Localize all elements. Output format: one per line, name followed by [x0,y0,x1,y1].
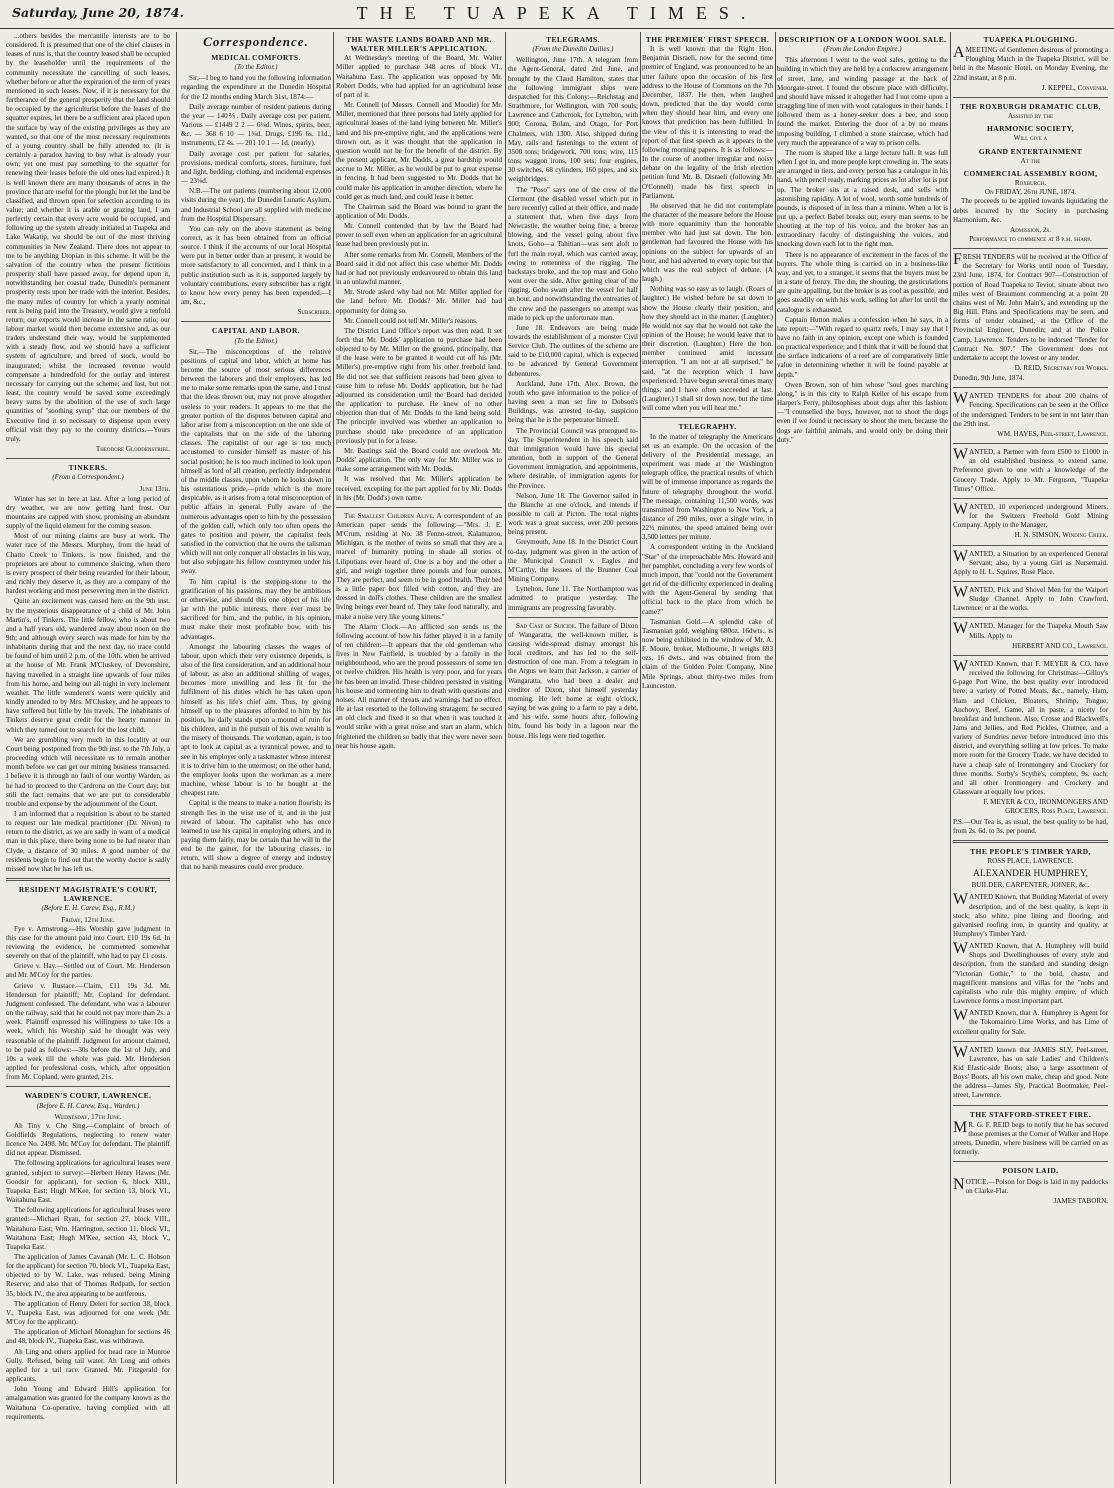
warden-court-paragraph: The following applications for agricultural leases were granted:—Michael Ryan, for section 27, block VIII., Waitahuna East; Wm. Harrington, section 11, block VI., Waitahuna East; Hugh M'Kee, section 43, block V., Tuapeka East. [6,1206,170,1251]
premier-speech-paragraph: He observed that he did not contemplate the character of the measure before the House with more equanimity than the honorable member who had just sat down. The hon. gentleman had favoured the House with his opinions on the subject for upwards of an hour, and had adverted to every topic but that which was the real subject of debate. (A laugh.) [642,201,773,284]
waste-lands-heading: THE WASTE LANDS BOARD AND MR. WALTER MILLER'S APPLICATION. [346,35,492,54]
poison-laid-text: NOTICE.—Poison for Dogs is laid in my paddocks on Clarke-Flat. [953,1175,1108,1195]
stafford-fire-text: MR. G. F. REID begs to notify that he has secured those premises at the Corner of Walker and Hope streets, Dunedin, where business will be carried on as formerly. [953,1118,1108,1157]
warden-court-paragraph: The application of Henry Deleri for section 38, block V., Tuapeka East, was adjourned for one week (Mr. M'Coy for the applicant). [6,1299,170,1327]
dramatic-club-line: At the [1020,156,1041,165]
classified-ad [953,547,1108,577]
premier-speech-paragraph: Nothing was so easy as to laugh. (Roars of laughter.) He wished before he sat down to show the House clearly their position, and how they should act in the matter. (Laughter.) He would not say that he would not take the opinion of the House; he would leave that to their discretion. (Laughter.) Here the hon. member continued amid incessant interruption. "I am not at all surprised," he said, "at the reception which I have experienced. I have begun several times many things, and I have often succeeded at last. (Laughter.) I shall sit down now, but the time will come when you will hear me." [642,285,773,413]
rm-court-date: Friday, 12th June. [61,915,115,924]
waste-lands-paragraph: The District Land Office's report was then read. It set forth that Mr. Dodds' application to purchase had been objected to by Mr. Miller on the ground, principally, that if the lease were to be granted it would cut off his (Mr. Miller's) pre-emptive right from his other freehold land. He did not see that sufficient reasons had been given to cause him to refuse Mr. Dodds' application, but he had adjourned its consideration until the Board had decided the application to purchase. He knew of no other objection than that of Mr. Dodds to the land being sold. The principle involved was whether an application to purchase should take precedence of an application previously put in for a lease. [336,326,502,445]
premier-speech-paragraph: It is well known that the Right Hon. Benjamin Disraeli, now for the second time premier of England, was pronounced to be an utter failure upon the occasion of his first address to the House of Commons on the 7th December, 1837. He then, when laughed down, predicted that the day would come when they should hear him, and every one knows that prediction has been fulfilled. In the view of this it is interesting to read the report of that first speech as it appears in the following morning papers. It is as follows:—In the course of another irregular and noisy debate on the legality of the Irish election petition fund Mr. B. Disraeli (following Mr. O'Connell) made his first speech in Parliament. [642,45,773,200]
column-rule [176,32,177,1484]
timber-yard-address: ROSS PLACE, LAWRENCE. [987,857,1074,866]
telegraphy-paragraph: Tasmanian Gold.—A splendid cake of Tasmanian gold, weighing 680oz. 16dwts., is now being exhibited in the window of Mr. A. F. Moore, broker, Melbourne. It weighs 693 ozs. 16 dwts., and was obtained from the claim of the Golden Point Company, Nine Mile Springs, about thirty-two miles from Launceston. [642,617,773,690]
wool-sale-paragraph: There is no appearance of excitement in the faces of the buyers. The whole thing is carried on in a business-like way, and yet, to a stranger, it seems that the buyers must be in a state of frenzy. The din, the shouting, the gesticulations are quite appalling, but the broker is as cool as possible, and goes steadily on with his work, selling lot after lot until the catalogue is exhausted. [777,250,948,314]
dramatic-club-time: Performance to commence at 8 p.m. sharp. [969,234,1092,243]
fresh-tenders-text: FRESH TENDERS will be received at the Office of the Secretary for Works until noon of Tuesday, 23rd June, 1874, for Contract 907—Construction of portion of Road Tuapeka to Teviot, situate about two miles west of Beaumont commencing at a point 20 chains west of Mr. John Main's, and extending up the Big Hill. Plans and Specifications may be seen, and forms of tender obtained, at the Office of the Provincial Engineer, Dunedin; and at the Police Camp, Lawrence. Tenders to be indorsed "Tender for Contract No. 907." The Government does not undertake to accept the lowest or any tender. [953,251,1108,362]
telegram-paragraph: Lyttelton, June 11. The Northampton was admitted to pratique yesterday. The immigrants are progressing favorably. [508,585,638,612]
classified-ad-text: WANTED, Pick and Shovel Men for the Waipori Sludge Channel. Apply to John Crawford, Lawrence; or at the works. [953,583,1108,613]
classified-ad-text: P.S.—Our Tea is, as usual, the best quality to be had, from 2s. 6d. to 3s. per pound. [953,817,1108,835]
newspaper-title: THE TUAPEKA TIMES. [356,3,758,23]
tinkers-subheading: (From a Correspondent.) [52,473,124,482]
divider [6,458,170,459]
column-rule [505,32,506,1484]
timber-yard-notice [953,942,1108,1006]
divider [642,417,773,418]
tinkers-paragraph: We are grumbling very much in this locality at our Court being postponed from the 9th inst. to the 7th July, a proceeding which will necessitate us to remain another month before we can get our mining business transacted. I believe it is through no fault of our worthy Warden, as he had to proceed to the Cardrona on the Court day; but still the fact remains that we are put to considerable trouble and expense by the adjournment of the Court. [6,735,170,808]
waste-lands-paragraph: Mr. Connell contended that by law the Board had power to sell even when an application for an agricultural lease had been previously put in. [336,222,502,249]
masthead [0,0,1114,29]
alarm-clock-paragraph: The Alarm Clock.—An afflicted son sends us the following account of how his father played it in a family of ten children:—It appears that the old gentleman who lives in New Fairfield, is troubled by a family in the neighbourhood, who are the proud possessors of some ten or twelve children. His health is very poor, and for years he has been an invalid. These children persisted in visiting his house and tormenting him to death with questions and noises. All manner of threats and warnings had no effect. He at last resorted to the following stratagem: he secured an old clock and fixed it so that when it was touched it would strike with a great noise and start an alarm, which frightened the children so badly that they were never seen near his house again. [336,622,502,750]
rm-court-paragraph: Fye v. Armstrong.—His Worship gave judgment in this case for the amount paid into Court, £10 19s 6d. In reviewing the evidence, he commented somewhat severely on that of the plaintiff, who had to pay £1 costs. [6,924,170,961]
stafford-fire-heading: THE STAFFORD-STREET FIRE. [969,1109,1092,1119]
classified-ad-signature: H. N. SIMSON, Winding Creek. [1014,531,1108,540]
tinkers-date: June 13th. [139,484,170,493]
warden-court-paragraph: Ah Tiny v. Che Sing.—Complaint of breach of Goldfields Regulations, neglecting to renew water licence No. 2498. Mr. M'Coy for defendant. The plaintiff did not appear. Dismissed. [6,1121,170,1158]
divider [953,840,1108,843]
capital-labor-subheading: (To the Editor.) [234,336,278,345]
stafford-fire-ad [953,1118,1108,1158]
telegram-paragraph: Greymouth, June 18. In the District Court to-day, judgment was given in the action of the Municipal Council v. Eagles and M'Carthy, the lessees of the Brunner Coal Mining Company. [508,538,638,584]
divider [953,581,1108,582]
divider [953,1105,1108,1106]
telegram-paragraph: The Provincial Council was prorogued to-day. The Superintendent in his speech said that immigration would have his special attention, both in support of the General Government immigration, and appointments, where desirable, of immigration agents for the Province. [508,426,638,490]
classified-ad-signature: F. MEYER & CO., IRONMONGERS AND GROCERS, Ross Place, Lawrence. [983,798,1108,816]
smallest-children-text: A correspondent of an American paper sends the following:—"Mrs. J. E. M'Crum, residing at No. 38 Fenno-street, Kalamazoo, Michigan, is the mother of twins so small that they are a marvel of humanity putting in shade all stories of Liliputians ever heard of. One is a boy and the other a girl, and weigh together three pounds and four ounces. They are perfect, and seem to be in good health. Their bed is a little paper box filled with cotton, and they are dressed in doll's clothes. These children are the smallest living beings ever heard of. They take food naturally, and make a noise very like young kittens." [336,511,502,621]
ploughing-ad [953,46,1108,93]
waste-lands-paragraph: Mr. Connell could not tell Mr. Miller's reasons. [344,316,478,325]
warden-court-subheading: (Before E. H. Carew, Esq., Warden.) [36,1101,140,1110]
classified-ad-text: WANTED, a Partner with from £500 to £1000 in an old established business to extend same. Preference given to one with a knowledge of the Grocery Trade. Apply to Mr. Ferguson, "Tuapeka Times" Office. [953,446,1108,493]
column-2 [181,32,331,1484]
issue-date: Saturday, June 20, 1874. [12,5,184,20]
warden-court-paragraph: The application of Michael Monaghan for sections 46 and 48, block IV., Tuapeka East, was withdrawn. [6,1328,170,1346]
wool-sale-subheading: (From the London Empire.) [823,45,902,54]
rm-court-paragraph: Grieve v. Hay.—Settled out of Court. Mr. Henderson and Mr. M'Coy for the parties. [6,962,170,980]
tinkers-paragraph: Quite an excitement was caused here on the 9th inst. by the mysterious disappearance of a child of Mr. John Martin's, of Tinkers. The little fellow, who is about two and a half years old, wandered away about noon on the 9th; and although every search was made for him by the inhabitants during that and the next day, no trace could be found of him until 2 p.m. of the 10th, when he arrived at the house of Mr. Frank M'Cluskey, of Devonshire, having travelled in a straight line upwards of four miles from his home, and being out all night in very inclement weather. The little wanderer's wants were quickly and kindly attended to by Mrs. M'Cluskey, and he appears to have suffered but little by his travels. The inhabitants of Tinkers deserve great credit for the hearty manner in which they turned out to search for the lost child. [6,597,170,734]
classified-ad [953,448,1108,494]
dramatic-club-line: Roxburgh, [1014,179,1047,188]
warden-court-paragraph: Ah Ling and others applied for head race in Munroe Gully. Refused, being tail water. Ah Long and others applied for a tail race. Granted. Mr. Fitzgerald for applicants. [6,1347,170,1384]
dramatic-club-line: Will give a [1013,134,1048,143]
column-1 [6,32,170,1484]
timber-yard-heading: THE PEOPLE'S TIMBER YARD, [970,846,1091,856]
column-rule [950,32,951,1484]
wool-sale-heading: DESCRIPTION OF A LONDON WOOL SALE. [778,35,947,44]
timber-yard-notice-text: WANTED Known, that A. Humphrey is Agent for the Tokomairiro Lime Works, and has Lime of excellent quality for Sale. [953,1007,1108,1036]
dramatic-club-heading: THE ROXBURGH DRAMATIC CLUB, [960,101,1101,111]
timber-yard-notice-text: WANTED Known, that Building Material of every description, and of the best quality, is kept in stock; also white, pine lining and flooring, and galvanised roofing iron, in quantity and quality, at Humphrey's Timber Yard. [953,891,1108,938]
classified-ad-text: WANTED Known, that F. MEYER & CO. have received the following for Christmas:—Gilloy's 6-page Port Wine, the best quality ever introduced here; a variety of Potted Meats, &c., namely, Ham, Ham and Chicken, Bloaters, Shrimp, Tongue, Anchovy, Beef, Game, all in paste, a nicety for breakfast and luncheon. Also, Crosse and Blackwell's Jams and Jellies, and Red Pickles, Chutnee, and a variety of Sundries never before introduced into this district, and everything selling at low prices. To make more room for the Grocery Trade, we have decided to have a cheap sale of Ironmongery and Crockery for three months. Sorby's Scythe's, complete, 9s. each; and all other Ironmongery and Crockery and Glassware at equally low prices. [953,657,1108,797]
capital-labor-heading: CAPITAL AND LABOR. [211,326,301,336]
waste-lands-paragraph: The Chairman said the Board was bound to grant the application of Mr. Dodds. [336,202,502,220]
waste-lands-paragraph: Mr. Connell (of Messrs. Connell and Moodie) for Mr. Miller, mentioned that three persons had lately applied for agricultural leases of the land lying between Mr. Miller's land and his pre-emptive right, and the applications were thrown out, as it was thought that the application in question would not be for the benefit of the district. By the present applicant, Mr. Dodds, a great hardship would accrue to Mr. Miller, as he would be put to great expense in fencing. It had been suggested to Mr. Dodds that he could make his application in another direction, where he could get as much land, and could lease it better. [336,101,502,201]
dramatic-club-line: On FRIDAY, 26th JUNE, 1874. [984,188,1077,197]
column-rule [640,32,641,1484]
timber-yard-notice-text: WANTED Known, that A. Humphrey will build Shops and Dwellinghouses of every style and description, from the standard and standing design "Victorian Gothic," to the bold, chaste, and magnificent mansions and villas for the "nobs and capitalists who rule this mighty empire, of which Lawrence forms a most important part. [953,940,1108,1006]
classified-ad-signature: HERBERT AND CO., Lawrence. [1012,641,1108,650]
boots-ad [953,1043,1108,1101]
medical-comforts-paragraph: Daily average number of resident patients during the year — 140⅖. Daily average cost per patient. Various — £1449 2 2 — 6⅛d. Wines, spirits, beer, &c. — 368 6 10 — 1⅜d. Drugs, £196 6s. 11d., instruments, £2 4s. — 201 10 1 — 1d. (nearly). [181,102,331,148]
divider [336,507,502,508]
classified-ad-text: WANTED TENDERS for about 200 chains of Fencing. Specifications can be seen at the Office of the undersigned. Tenders to be sent in not later than the 29th inst. [953,390,1108,428]
warden-court-heading: WARDEN'S COURT, LAWRENCE. [24,1091,152,1101]
wool-sale-paragraph: The room is shaped like a large lecture hall. It was full when I got in, and more people kept crowding in. The seats are arranged in tiers, and every person has a catalogue in his hand, with pencil ready, marking prices as lot after lot is put up. The broker sits at a raised desk, and sells with astonishing rapidity. A lot of wool, worth some hundreds of pounds, is disposed of in less than a minute. When a lot is put up, a perfect Babel breaks out; every man seems to be shouting at the top of his voice, and the broker has an extraordinary faculty of distinguishing the voices, and knocking down each lot to the right man. [777,148,948,249]
timber-yard-notice [953,1009,1108,1036]
medical-comforts-paragraph: Sir,—I beg to hand you the following information regarding the expenditure at the Dunedin Hospital for the 12 months ending March 31st, 1874:— [181,74,331,101]
wool-sale-paragraph: Owen Brown, son of him whose "soul goes marching along," is in this city to Ralph Keller of his escape from Harper's Ferry, philosophises about dogs after this fashion:—"I counselled the boys, however, not to shoot the dogs even if we found it necessary to shoot the men, because the dogs are faithful animals, and would only be doing their duty." [777,380,948,444]
tinkers-heading: TINKERS. [68,463,108,473]
divider [508,617,638,618]
warden-court-paragraph: The following applications for agricultural leases were granted, subject to survey:—Herbert Henry Hawes (Mr. Goodsir for applicant), for section 6, block XIII., Tuapeka East; Hugh M'Kee, for section 13, block VI., Waitahuna East. [6,1159,170,1205]
correspondence-heading: Correspondence. [203,34,309,49]
divider [953,1041,1108,1042]
capital-labor-paragraph: Capital is the means to make a nation flourish; its strength lies in the wise use of it, and in the just reward of labour. The capitalist who has once learned to use his capital in employing others, and in paying them fairly, may be certain that he will in the end be the gainer, for the labouring classes, in return, will show a degree of energy and industry that no harsh measures could ever produce. [181,799,331,872]
dramatic-club-line: HARMONIC SOCIETY, [987,124,1074,134]
ploughing-heading: TUAPEKA PLOUGHING. [983,35,1078,44]
divider [953,387,1108,388]
telegram-paragraph: The "Poso" says one of the crew of the Clermont (the disabled vessel which put in here recently) called at their office, and made a statement that, when five days from Newcastle, the weather being fine, a breeze blowing, and the vessel going about five knots, Goho—a Tahitian—was sent aloft to furl the main royal, which was carried away, owing to rottenness of the rigging. The backstays broke, and the top mast and Goho went over the side. After getting clear of the rigging, Goho swam after the vessel for half an hour, and notwithstanding the entreaties of the crew and the passengers no attempt was made to pick up the unfortunate man. [508,185,638,322]
telegram-paragraph: Nelson, June 18. The Governor sailed in the Blanche at one o'clock, and intends if possible to call at Picton. The total nights work was a great success, over 200 persons being present. [508,491,638,537]
smallest-children-paragraph [336,512,502,622]
suicide-text: The failure of Dixon of Wangaratta, the well-known miller, is causing wide-spread dismay amongst his local creditors, and has led to the self-destruction of one man. From a telegram in the Argus we learn that Jackson, a carrier of Wangaratta, who had been a dealer and creditor of Dixon, shot himself yesterday morning. He left home at eight o'clock, saying he was going to a farm to pay a debt, and his wife, some hours after, following him, found his body in a lagoon near the house. His legs were tied together. [508,621,638,740]
tinkers-paragraph: Most of our mining claims are busy at work. The water race of the Messrs. Murphey, from the head of Chatto Creek to Tinkers, is now finished, and the proprietors are about to commence sluicing, when there is every prospect of their being rewarded for their labour, and richly they deserve it, as they are a company of the hardest working and most persevering men in the district. [6,532,170,596]
column-7-advertisements [953,32,1108,1484]
divider [953,617,1108,618]
land-letter-body: ...others besides the mercantile interests are to be considered. It is presumed that one of the chief clauses in leases of runs is, that the country leased shall be occupied by the leaseholder until the requirements of the community necessitate the cancelling of such leases, whether before or after the expiration of the term of years mentioned in such leases. Now, if it is necessary for the furtherance of the general prosperity that the land should be occupied by the agriculturist before the leases of the squatter expires, let there be a sufficient area placed upon the surface by way of the existing privileges as they are wanted, so that one of the most necessary requirements of a young country shall be fully attended to. (It is certainly a paradox having to buy what is already your own; yet one must pay something to the squatter for renewing their leases before the old ones had expired.) It is well known there are many thousands of acres in the province that are useful for the plough; but let the land be classified, and thrown open for selection according to its value; and whether it is arable or grazing land, I am perfectly certain that every acre would be occupied, and following up the system already initiated at Tuapeka and Lake Wakatip, we should be out of the most thriving communities in New Zealand. There does not appear to me to be anything Utopian in this scheme. It will be the salvation of the country when the present fictitious prosperity shall have passed away, for depend upon it, notwithstanding her coastal trade, Dunedin's permanent prosperity rests upon her trade with the interior. Besides, the many miles of country for which a yearly nominal rent is being paid into the Treasury, would give a tenfold return; our exports would increase in the same ratio; our labour market would then become extensive and, as our traders understand their way, would be supplemented with a steady flow, and we should have a sufficient system of agriculture, and breed of stock, would be inaugurated; whilst the increased revenue would compensate a hundredfold for the outlay and interest necessary for carrying out the scheme; and last, but not least, the country would be saved some exceedingly heavy sums by the abolition of the use of such large quantities of "soothing syrup" that our members of the Executive find it so necessary to dispense upon every official visit they pay to the country districts.—Yours truly, [6,32,170,443]
rm-court-subheading: (Before E. H. Carew, Esq., R.M.) [41,904,135,913]
waste-lands-paragraph: At Wednesday's meeting of the Board, Mr. Walter Miller applied to purchase 348 acres of block VI., Waitahuna East. The application was opposed by Mr. Robert Dodds, who had applied for an agricultural lease of part of it. [336,54,502,99]
divider [953,1161,1108,1162]
timber-yard-ad [953,868,1108,890]
divider [181,321,331,322]
telegram-paragraph: Auckland, June 17th. Alex. Brown, the youth who gave information to the police of having seen a man set fire to Dobson's Buildings, was arrested to-day, suspicion being that he is the perpetrator himself. [508,379,638,425]
medical-comforts-heading: MEDICAL COMFORTS. [211,53,301,62]
premier-speech-heading: THE PREMIER' FIRST SPEECH. [645,35,770,44]
waste-lands-paragraph: It was resolved that Mr. Miller's application be received, excepting for the part applied for by Mr. Dodds in his (Mr. Dodd's) own name. [336,475,502,502]
medical-comforts-paragraph: N.B.—The out patients (numbering about 12,000 visits during the year), the Dunedin Lunatic Asylum, and Industrial School are all supplied with medicine from the Hospital Dispensary. [181,187,331,223]
capital-labor-paragraph: To him capital is the stepping-stone to the gratification of his passions, may they be ambitious or otherwise, and should this one object of his life jar with the public interests, there ever must be sacrificed for him, and the public, in his opinion, must make their most profitable bow, with his advantages. [181,577,331,641]
tinkers-paragraph: Winter has set in here at last. After a long period of dry weather, we are now getting hard frost. Our mountains are capped with snow, promising an abundant supply of the liquid element for the coming season. [6,494,170,531]
divider [953,545,1108,546]
classified-ad-text: WANTED, Manager for the Tuapeka Mouth Saw Mills. Apply to [953,620,1108,640]
timber-yard-proprietor: ALEXANDER HUMPHREY, [973,869,1088,880]
ploughing-ad-text: AMEETING of Gentlemen desirous of promoting a Ploughing Match in the Tuapeka District, will be held in the Masonic Hotel, on Monday Evening, the 22nd instant, at 8 p.m. [953,44,1108,82]
divider [953,248,1108,249]
divider [953,655,1108,656]
suicide-paragraph [508,622,638,741]
wool-sale-paragraph: This afternoon I went to the wool sales, getting to the building in which they are held by a corkscrew arrangement of street, lane, and winding passage at the back of Moorgate-street. I found the obscure place with difficulty, and should have missed it altogether had I not come upon a straggling line of men with wool catalogues in their hands. I followed them as a honey-seeker does a bee, and soon found the market. Entering the door of a by no means imposing building, I climbed a stone staircase, which had very much the appearance of a way to prison cells. [777,56,948,147]
divider [6,1086,170,1087]
warden-court-date: Wednesday, 17th June. [54,1112,122,1121]
suicide-title: Sad Case of Suicide. [516,621,577,630]
classified-ad-signature: WM. HAYES, Peel-street, Lawrence. [997,429,1108,438]
fresh-tenders-date: Dunedin, 9th June, 1874. [953,374,1025,383]
poison-laid-ad [953,1175,1108,1206]
dramatic-club-line: Assisted by the [1007,112,1054,121]
classified-ad [953,500,1108,541]
telegraphy-paragraph: A correspondent writing in the Auckland "Star" of the irreproachable Mrs. Howard and her pamphlet, concluding a very few words of much import, that "could not the Government get rid of the difficulty experienced in dealing with the Agent-General by sending that official back to the place from which he came?" [642,543,773,616]
wool-sale-paragraph: Captain Hutton makes a confession when he says, in a late report:—"With regard to quartz reefs, I may say that I have no faith in any opinion, except one which is founded on practical experience; and I think that it will be found that the surface indications of a reef are of comparatively little value in determining whether it will be found payable at depth." [777,315,948,379]
medical-comforts-subheading: (To the Editor.) [234,63,278,72]
column-rule [333,32,334,1484]
divider [6,878,170,881]
tinkers-paragraph: I am informed that a requisition is about to be started to request our late medical practitioner (Dr. Nivon) to return to the district, as we are sadly in want of a medical man in this place, there being none to be had nearer than Clyde, a distance of 30 miles. A good number of the residents begin to find out that the worthy doctor is sadly missed now that he has left us. [6,809,170,873]
rm-court-paragraph: Grieve v. Rustace.—Claim, £11 19s 3d. Mr. Henderson for plaintiff; Mr. Copland for defendant. Judgment confessed. The defendant, who was a labourer on the railway, said that he could not pay more than 2s. a week. Plaintiff expressed his willingness to take 10s a week, which his Worship said he thought was very reasonable of the plaintiff. Judgment for amount claimed, to be paid as follows:—30s before the 1st of July, and 10s a week till the whole was paid. Mr. Henderson applied for professional costs, which, after opposition from Mr. Copland, were granted, 21s. [6,981,170,1082]
telegram-paragraph: June 18. Endeavors are being made towards the establishment of a monster Civil Service Club. The outlines of the scheme are said to be £10,000 capital, which is expected to be advanced by General Government debentures. [508,323,638,378]
telegrams-heading: TELEGRAMS. [546,35,600,44]
waste-lands-paragraph: Mr. Bastings said the Board could not overlook Mr. Dodds' application. The only way for Mr. Miller was to make some arrangement with Mr. Dodds. [336,446,502,474]
telegram-paragraph: Wellington, June 17th. A telegram from the Agent-General, dated 2nd June, and brought by the Claud Hamilton, states that the following immigrant ships were despatched for this Colony:—Reichstag and Strathmore, for Wellington, with 700 souls; Lawrence and Cathcrook, for Lyttelton, with 900; Corona, Bolan, and Otago, for Port Chalmers, with 1300. Also, shipped during May, rails and fastenings to the extent of 3500 tons; bridgework, 700 tons; wire, 115 tons; waggon irons, 100 sets; four engines, 30 switches, 68 cylinders, 160 pipes, and six weighbridges. [508,56,638,184]
timber-yard-notice [953,893,1108,939]
column-5 [642,32,773,1484]
timber-yard-trades: BUILDER, CARPENTER, JOINER, &c. [971,881,1090,890]
column-rule [775,32,776,1484]
land-letter-signature: Theodore Gloddenstrife. [95,445,170,454]
capital-labor-paragraph: Amongst the labouring classes the wages of labour, upon which their very existence depends, is also of the first consideration, and an additional hour of labour, as also an additional shilling of wages, becomes more unwilling and less fit for the fulfilment of his duties which he has taken upon himself as his life's chief aim. Thus, by giving himself up to the pleasures afforded to him by his position, he daily stands upon a mound of ruin for his children, and in the pursuit of his own wealth is the misery of thousands. The workman, again, is too apt to look at capital as a tyrannical power, and to see in his employer only a taskmaster whose interest it is to drive him to the uttermost; on the other hand, the employer looks upon the workman as a mere machine, whose labour is to be bought at the cheapest rate. [181,642,331,798]
column-4 [508,32,638,1484]
classified-ad [953,657,1108,836]
classified-ad [953,622,1108,650]
dramatic-club-line: GRAND ENTERTAINMENT [978,146,1083,156]
column-6 [777,32,948,1484]
classified-ad [953,392,1108,439]
dramatic-club-admission: Admission, 2s. [1010,225,1051,234]
ploughing-ad-signature: J. KEPPEL, Convener. [1041,83,1108,92]
medical-comforts-signature: Subscriber. [297,308,331,317]
medical-comforts-paragraph: You can rely on the above statement as being correct, as it has been obtained from an official source. I think if the accounts of our local Hospital were put in better order than at present, it would be more satisfactory to all concerned, and I think in a public institution such as it is, supported largely by voluntary contributions, every subscriber has a right to know how every penny has been expended.—I am, &c., [181,224,331,307]
classified-ad [953,583,1108,613]
telegraphy-paragraph: In the matter of telegraphy the Americans set us an example. On the occasion of the delivery of the Presidential message, an experiment was made at the Washington telegraph office, the practical results of which will be of immense importance as regards the future of telegraphy throughout the world. The message, containing 11,500 words, was transmitted from Washington to New York, a distance of 290 miles, over a single wire, in 22½ minutes, the speed attained being over 3,500 letters per minute. [642,432,773,542]
poison-laid-signature: JAMES TABORN. [1053,1196,1108,1205]
telegrams-subheading: (From the Dunedin Dailies.) [532,45,614,54]
column-3 [336,32,502,1484]
warden-court-paragraph: John Young and Edward Hill's application for amalgamation was granted for the company known as the Waitahuna Co-operative, having complied with all requirements. [6,1385,170,1421]
capital-labor-paragraph: Sir,—The misconceptions of the relative positions of capital and labor, which at home has become the source of most serious differences between the laborers and their employers, has led me to make some remarks upon the same, and I trust that the ideas thrown out, may not prove altogether useless to your readers. It appears to me that the greater portion of the disputes between capital and labor arise from a misconception on the one side of the capitalists that on the side of the laboring classes. The capitalist of our age is too much accustomed to consider himself as master of his social position; he is too much inclined to look upon himself as lord of all creation, perfectly independent of the middle classes, upon whom he looks down in his ostentatious pride,—pride which is the more despicable, as it arises from a total misconception of public affairs in general. Fully aware of the numerous advantages open to him by the possession of the golden calf, which only too often opens the gates to position and power, the capitalist feels satisfied in the conviction that he owns the talisman which will not only conquer all obstacles in his way, but also subjugate his fellow countrymen under his sway. [181,347,331,576]
waste-lands-paragraph: Mr. Strode asked why had not Mr. Miller applied for the land before Mr. Dodds? Mr. Miller had had opportunity for doing so. [336,288,502,315]
fresh-tenders-ad [953,253,1108,383]
medical-comforts-paragraph: Daily average cost per patient for salaries, provisions, medical comforts, stores, furniture, fuel and light, bedding, clothing, and incidental expenses — 23⅛d. [181,149,331,186]
poison-laid-heading: POISON LAID. [1002,1166,1059,1176]
dramatic-club-line: COMMERCIAL ASSEMBLY ROOM, [963,168,1098,178]
rm-court-heading: RESIDENT MAGISTRATE'S COURT, LAWRENCE. [18,885,158,904]
divider [953,443,1108,444]
dramatic-club-text: The proceeds to be applied towards liquidating the debts incurred by the Society in purchasing Harmonium, &c. [953,197,1108,224]
fresh-tenders-signature: D. REID, Secretary for Works. [1014,364,1108,372]
divider [953,498,1108,499]
boots-ad-text: WANTED known that JAMES SLY, Peel-street, Lawrence, has on sale Ladies' and Children's Kid Elastic-side Boots; also, a large assortment of Boys' Boots, all his own make, cheap and good. Note the address—James Sly, Practical Bootmaker, Peel-street, Lawrence. [953,1043,1108,1100]
smallest-children-title: The Smallest Children Alive. [344,511,435,520]
classified-ad-text: WANTED, 10 experienced underground Miners, for the Switzers Freehold Gold Mining Company. Apply to the Manager, [953,500,1108,530]
warden-court-paragraph: The application of James Cavanah (Mr. L. C. Hobson for the applicant) for section 70, block VI., Tuapeka East, objected to by W. Lake, was refused, being Mining Reserve; and also that of Thomas Redpath, for section 35, block IV., the area appearing to be auriferous. [6,1253,170,1298]
waste-lands-paragraph: After some remarks from Mr. Connell, Members of the Board said it did not affect this case whether Mr. Dodds had or had not previously endeavoured to obtain this land in an unlawful manner. [336,250,502,287]
divider [953,97,1108,98]
telegraphy-heading: TELEGRAPHY. [678,422,737,432]
classified-ad-text: WANTED, a Situation by an experienced General Servant; also, by a young Girl as Nursemaid. Apply to H. L. Squires, Rose Place. [953,547,1108,576]
